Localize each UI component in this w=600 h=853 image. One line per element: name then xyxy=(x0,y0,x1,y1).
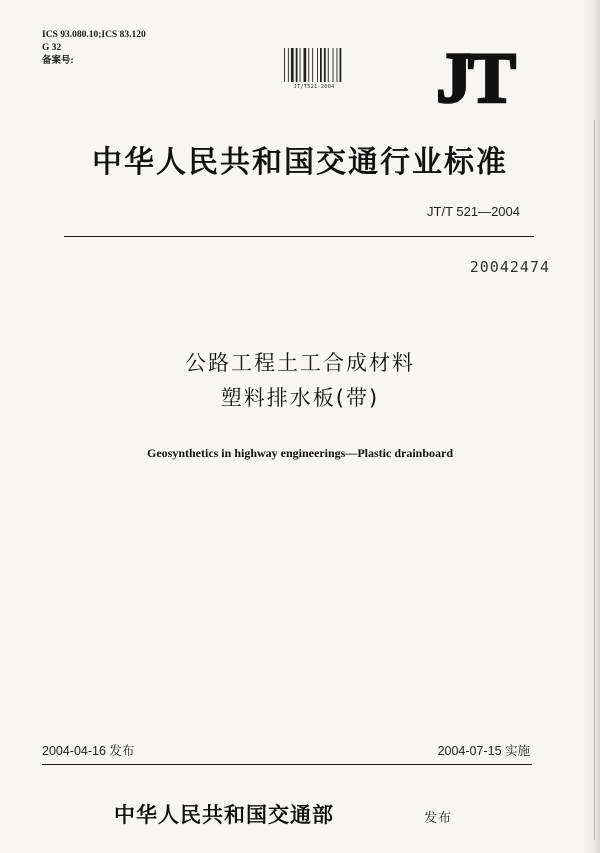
barcode-bar xyxy=(296,48,298,82)
stamp-number: 20042474 xyxy=(469,258,550,276)
barcode-bar xyxy=(317,48,318,82)
issuing-authority: 中华人民共和国交通部 xyxy=(114,802,334,827)
ics-code: ICS 93.080.10;ICS 83.120 xyxy=(42,30,146,40)
issue-date: 2004-04-16 发布 xyxy=(42,744,135,758)
page-edge-line xyxy=(594,120,595,840)
barcode-bar xyxy=(324,48,326,82)
page-edge-shadow xyxy=(582,0,600,853)
document-title-english: Geosynthetics in highway engineerings—Plastic drainboard xyxy=(146,446,454,460)
document-title-line2: 塑料排水板(带) xyxy=(220,386,380,410)
footer-divider xyxy=(42,764,532,765)
barcode-bar xyxy=(284,48,285,82)
jt-logo xyxy=(418,44,530,112)
barcode-bar xyxy=(288,48,289,82)
barcode-bar xyxy=(291,48,294,82)
standard-code: JT/T 521—2004 xyxy=(427,204,520,219)
barcode-bar xyxy=(320,48,322,82)
barcode-bar xyxy=(328,48,329,82)
barcode-image xyxy=(283,48,345,88)
barcode-bar xyxy=(340,48,342,82)
issuing-suffix: 发布 xyxy=(424,811,453,826)
barcode-bar xyxy=(300,48,301,82)
category-code: G 32 xyxy=(42,43,62,53)
barcode-caption: JT/T521-2004 xyxy=(293,84,335,90)
barcode-bar xyxy=(333,48,334,82)
header-divider xyxy=(64,236,534,237)
barcode-bar xyxy=(312,48,313,82)
barcode-bar xyxy=(308,48,309,82)
barcode-bar xyxy=(337,48,338,82)
implementation-date: 2004-07-15 实施 xyxy=(437,744,530,758)
standard-title: 中华人民共和国交通行业标准 xyxy=(92,145,508,180)
barcode-bar xyxy=(304,48,307,82)
record-number-label: 备案号: xyxy=(42,56,74,66)
svg-text:JT: JT xyxy=(435,44,513,112)
document-title-line1: 公路工程土工合成材料 xyxy=(185,351,415,375)
